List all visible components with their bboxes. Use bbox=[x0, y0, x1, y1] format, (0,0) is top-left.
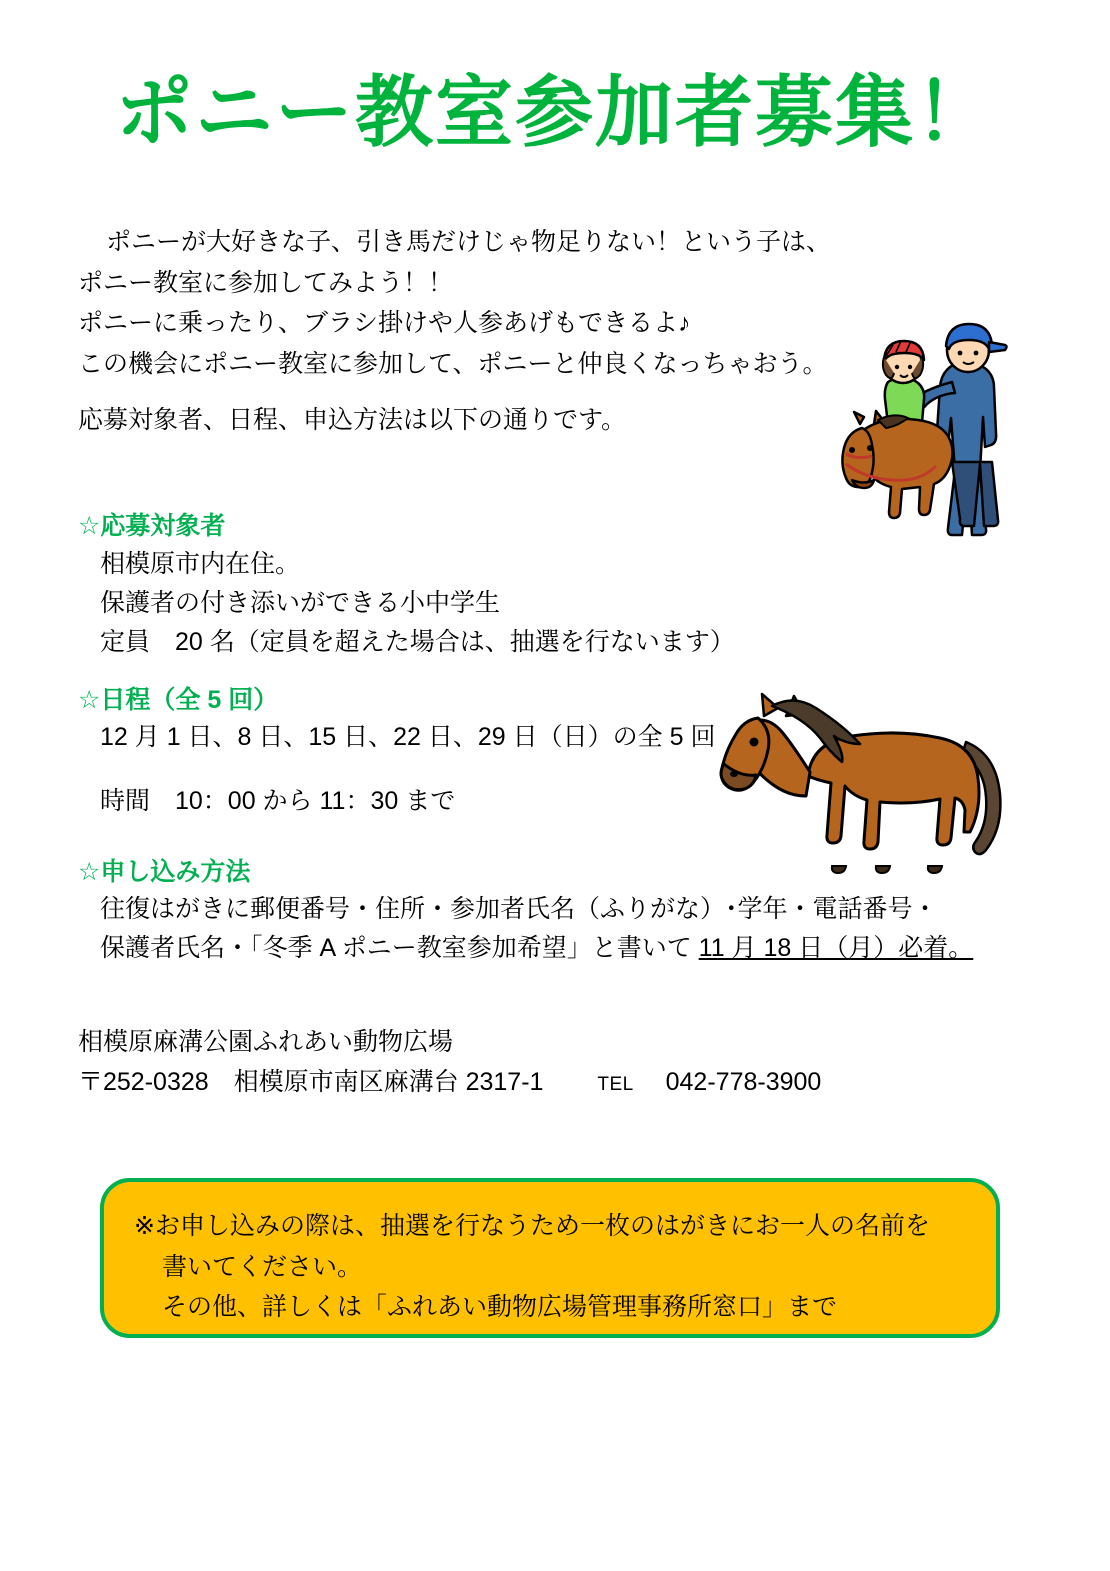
section-body-target bbox=[100, 545, 735, 661]
notice-line-3: その他、詳しくは「ふれあい動物広場管理事務所窓口」まで bbox=[162, 1293, 838, 1321]
section-heading-schedule: ☆日程（全 5 回） bbox=[78, 686, 279, 714]
intro-line-4: この機会にポニー教室に参加して、ポニーと仲良くなっちゃおう。 bbox=[78, 349, 828, 378]
target-line-3: 定員 20 名（定員を超えた場合は、抽選を行ないます） bbox=[100, 627, 735, 656]
section-heading-target: ☆応募対象者 bbox=[78, 512, 226, 540]
apply-line-1: 往復はがきに郵便番号・住所・参加者氏名（ふりがな）･学年・電話番号・ bbox=[100, 895, 938, 923]
apply-deadline: 11 月 18 日（月）必着。 bbox=[698, 933, 974, 962]
contact-address: 〒252-0328 相模原市南区麻溝台 2317-1 bbox=[78, 1068, 544, 1096]
child-riding-pony-illustration bbox=[800, 312, 1020, 552]
notice-line-2: 書いてください。 bbox=[162, 1252, 363, 1281]
section-heading-apply: ☆申し込み方法 bbox=[78, 858, 251, 886]
target-line-2: 保護者の付き添いができる小中学生 bbox=[100, 588, 501, 617]
contact-block bbox=[78, 1022, 821, 1102]
intro-line-1: ポニーが大好きな子、引き馬だけじゃ物足りない！という子は、 bbox=[106, 228, 832, 256]
page-title: ポニー教室参加者募集！ bbox=[114, 68, 995, 156]
tel-label: TEL bbox=[597, 1074, 634, 1095]
notice-line-1: ※お申し込みの際は、抽選を行なうため一枚のはがきにお一人の名前を bbox=[134, 1212, 930, 1240]
intro-paragraph bbox=[78, 222, 878, 384]
section-body-schedule-dates: 12 月 1 日、8 日、15 日、22 日、29 日（日）の全 5 回 bbox=[100, 723, 716, 751]
section-body-apply bbox=[100, 890, 973, 968]
contact-facility-name: 相模原麻溝公園ふれあい動物広場 bbox=[78, 1028, 454, 1056]
apply-line-2-text: 保護者氏名・「冬季 A ポニー教室参加希望」と書いて bbox=[100, 933, 699, 962]
target-line-1: 相模原市内在住。 bbox=[100, 550, 301, 578]
apply-line-2 bbox=[100, 929, 973, 968]
intro-note: 応募対象者、日程、申込方法は以下の通りです。 bbox=[78, 406, 627, 434]
section-body-schedule-time: 時間 10：00 から 11：30 まで bbox=[100, 787, 456, 815]
brown-pony-illustration bbox=[716, 680, 1016, 890]
contact-tel-number: 042-778-3900 bbox=[665, 1068, 822, 1096]
intro-line-3: ポニーに乗ったり、ブラシ掛けや人参あげもできるよ♪ bbox=[78, 309, 691, 337]
notice-box bbox=[100, 1178, 1000, 1338]
contact-address-line bbox=[78, 1062, 821, 1102]
intro-line-2: ポニー教室に参加してみよう！！ bbox=[78, 268, 454, 297]
